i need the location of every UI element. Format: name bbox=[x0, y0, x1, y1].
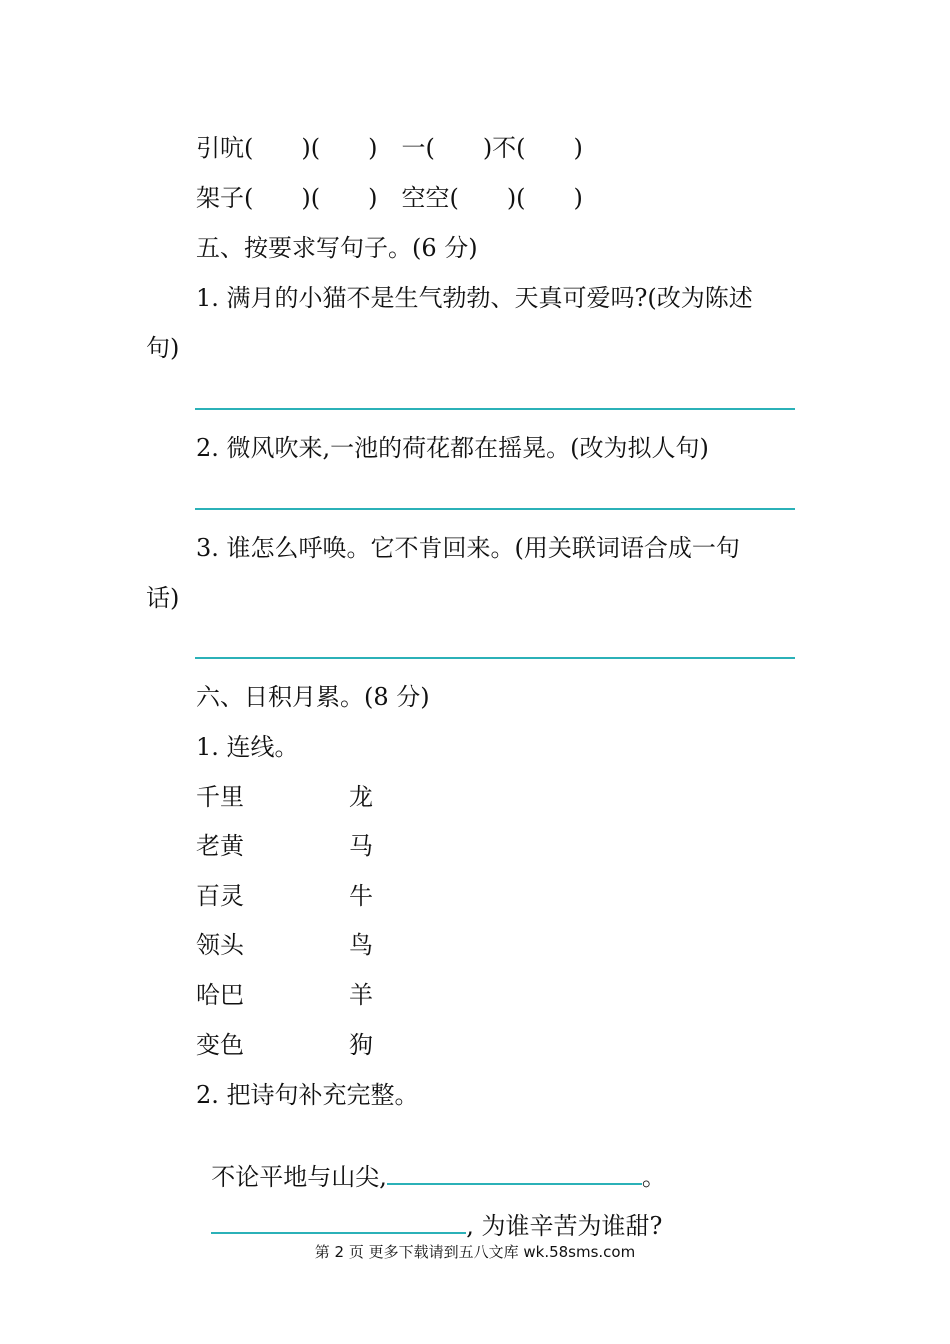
answer-line-5-3[interactable] bbox=[195, 657, 795, 659]
fill-in-row-1: 引吭( )( ) 一( )不( ) bbox=[196, 134, 583, 162]
fill-in-row-2: 架子( )( ) 空空( )( ) bbox=[196, 184, 583, 212]
match-right-5[interactable]: 羊 bbox=[349, 981, 373, 1009]
question-6-1: 1. 连线。 bbox=[196, 733, 299, 761]
poem-line-2-text: , 为谁辛苦为谁甜? bbox=[466, 1212, 663, 1240]
match-left-4[interactable]: 领头 bbox=[196, 931, 244, 959]
question-5-1-line-2: 句) bbox=[146, 334, 180, 362]
page-footer: 第 2 页 更多下载请到五八文库 wk.58sms.com bbox=[314, 1243, 636, 1261]
match-left-1[interactable]: 千里 bbox=[196, 783, 244, 811]
match-right-4[interactable]: 鸟 bbox=[349, 931, 373, 959]
match-left-6[interactable]: 变色 bbox=[196, 1031, 244, 1059]
question-5-3-line-2: 话) bbox=[146, 584, 180, 612]
section-6-heading: 六、日积月累。(8 分) bbox=[196, 683, 430, 711]
match-right-1[interactable]: 龙 bbox=[349, 783, 373, 811]
poem-line-1-end: 。 bbox=[641, 1163, 666, 1191]
answer-line-5-1[interactable] bbox=[195, 408, 795, 410]
question-6-2: 2. 把诗句补充完整。 bbox=[196, 1081, 419, 1109]
match-right-2[interactable]: 马 bbox=[349, 832, 373, 860]
poem-blank-2[interactable] bbox=[211, 1231, 466, 1234]
match-left-2[interactable]: 老黄 bbox=[196, 832, 244, 860]
poem-line-2 bbox=[196, 1178, 662, 1242]
poem-line-1-text: 不论平地与山尖, bbox=[211, 1163, 387, 1191]
match-right-3[interactable]: 牛 bbox=[349, 882, 373, 910]
answer-line-5-2[interactable] bbox=[195, 508, 795, 510]
question-5-2: 2. 微风吹来,一池的荷花都在摇晃。(改为拟人句) bbox=[196, 434, 709, 462]
question-5-3-line-1: 3. 谁怎么呼唤。它不肯回来。(用关联词语合成一句 bbox=[196, 534, 740, 562]
match-right-6[interactable]: 狗 bbox=[349, 1031, 373, 1059]
section-5-heading: 五、按要求写句子。(6 分) bbox=[196, 234, 478, 262]
question-5-1-line-1: 1. 满月的小猫不是生气勃勃、天真可爱吗?(改为陈述 bbox=[196, 284, 753, 312]
match-left-5[interactable]: 哈巴 bbox=[196, 981, 244, 1009]
match-left-3[interactable]: 百灵 bbox=[196, 882, 244, 910]
